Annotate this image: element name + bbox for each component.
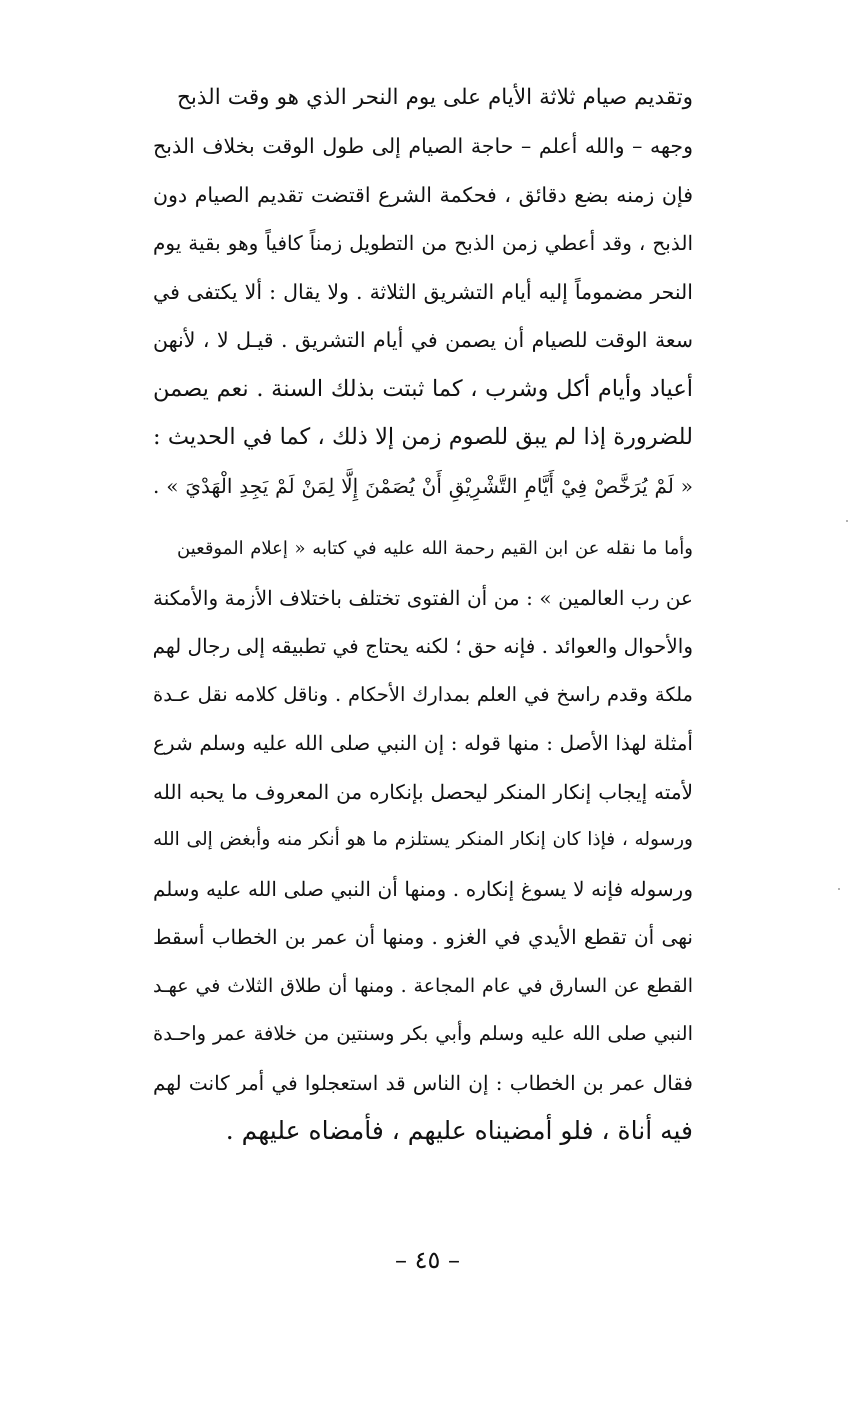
- text-line: وجهه – والله أعلم – حاجة الصيام إلى طول الوقت بخلاف الذبح: [153, 134, 693, 158]
- text-line: فقال عمر بن الخطاب : إن الناس قد استعجلوا في أمر كانت لهم: [153, 1071, 693, 1095]
- text-line: النبي صلى الله عليه وسلم وأبي بكر وسنتين من خلافة عمر واحـدة: [153, 1022, 693, 1045]
- text-line: النحر مضموماً إليه أيام التشريق الثلاثة . ولا يقال : ألا يكتفى في: [153, 280, 693, 304]
- text-line: سعة الوقت للصيام أن يصمن في أيام التشريق . قيـل لا ، لأنهن: [153, 328, 693, 352]
- scan-speck: [846, 520, 848, 522]
- text-line: ملكة وقدم راسخ في العلم بمدارك الأحكام . وناقل كلامه نقل عـدة: [153, 683, 693, 706]
- text-line: عن رب العالمين » : من أن الفتوى تختلف باختلاف الأزمة والأمكنة: [153, 586, 693, 610]
- text-line: والأحوال والعوائد . فإنه حق ؛ لكنه يحتاج في تطبيقه إلى رجال لهم: [153, 634, 693, 658]
- text-line: فإن زمنه بضع دقائق ، فحكمة الشرع اقتضت تقديم الصيام دون: [153, 183, 693, 207]
- text-line: القطع عن السارق في عام المجاعة . ومنها أن طلاق الثلاث في عهـد: [153, 975, 693, 997]
- scan-speck: [838, 888, 840, 890]
- text-line: ورسوله فإنه لا يسوغ إنكاره . ومنها أن النبي صلى الله عليه وسلم: [153, 877, 693, 901]
- text-line: وتقديم صيام ثلاثة الأيام على يوم النحر الذي هو وقت الذبح: [177, 85, 693, 110]
- text-line: وأما ما نقله عن ابن القيم رحمة الله عليه في كتابه « إعلام الموقعين: [177, 538, 693, 559]
- text-line: لأمته إيجاب إنكار المنكر ليحصل بإنكاره من المعروف ما يحبه الله: [153, 780, 693, 804]
- text-line: للضرورة إذا لم يبق للصوم زمن إلا ذلك ، كما في الحديث :: [153, 424, 693, 450]
- text-line: أعياد وأيام أكل وشرب ، كما ثبتت بذلك السنة . نعم يصمن: [153, 376, 693, 402]
- text-line: الذبح ، وقد أعطي زمن الذبح من التطويل زمناً كافياً وهو بقية يوم: [153, 231, 693, 255]
- text-line: فيه أناة ، فلو أمضيناه عليهم ، فأمضاه عليهم .: [225, 1116, 693, 1145]
- text-line: نهى أن تقطع الأيدي في الغزو . ومنها أن عمر بن الخطاب أسقط: [153, 925, 693, 949]
- text-line: أمثلة لهذا الأصل : منها قوله : إن النبي صلى الله عليه وسلم شرع: [153, 731, 693, 755]
- text-line: ورسوله ، فإذا كان إنكار المنكر يستلزم ما هو أنكر منه وأبغض إلى الله: [153, 829, 693, 850]
- hadith-line: « لَمْ يُرَخَّصْ فِيْ أَيَّامِ التَّشْرِيْقِ أَنْ يُصَمْنَ إِلَّا لِمَنْ لَمْ يَجِدِ الْهَدْيَ » .: [153, 474, 693, 498]
- page-number: – ٤٥ –: [394, 1246, 461, 1274]
